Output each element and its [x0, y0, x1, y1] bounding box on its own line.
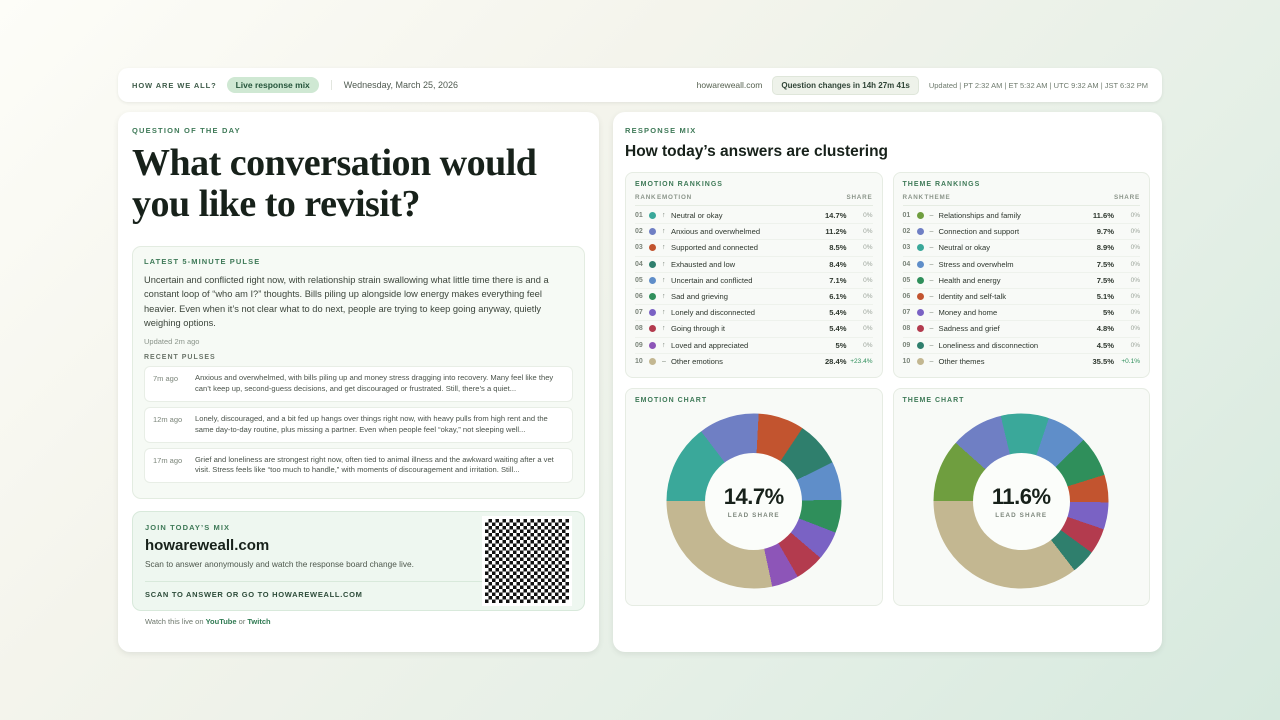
series-color-swatch: [649, 358, 656, 365]
list-item[interactable]: [144, 366, 573, 402]
trend-icon: ↑: [662, 276, 666, 284]
row-label: Exhausted and low: [671, 259, 736, 269]
join-heading: JOIN TODAY’S MIX: [145, 523, 231, 533]
series-color-swatch: [649, 228, 656, 235]
series-color-swatch: [917, 261, 924, 268]
row-delta: 0%: [1130, 325, 1140, 333]
question-countdown: Question changes in 14h 27m 41s: [772, 76, 919, 95]
series-color-swatch: [917, 212, 924, 219]
row-delta: 0%: [863, 341, 873, 349]
response-mix-title: How today’s answers are clustering: [625, 143, 889, 160]
join-card-content: [145, 523, 482, 599]
table-row[interactable]: [903, 354, 1141, 369]
rank-number: 01: [635, 212, 643, 220]
series-color-swatch: [917, 244, 924, 251]
row-label: Identity and self-talk: [938, 292, 1007, 302]
column-share: SHARE: [846, 194, 873, 201]
row-share: 9.7%: [1096, 227, 1114, 237]
table-row[interactable]: [635, 224, 873, 240]
table-row[interactable]: [635, 338, 873, 354]
watch-live-line: [145, 617, 271, 626]
emotion-rankings-list: [635, 208, 873, 369]
emotion-lead-share-value: 14.7%: [723, 483, 784, 509]
page-title: What conversation would you like to revisit?: [132, 142, 537, 226]
row-delta: 0%: [863, 228, 873, 236]
row-label: Health and energy: [938, 275, 1001, 285]
row-share: 28.4%: [824, 356, 847, 366]
row-label: Neutral or okay: [938, 243, 990, 253]
list-item[interactable]: [144, 407, 573, 443]
table-row[interactable]: [903, 257, 1141, 273]
series-color-swatch: [649, 325, 656, 332]
rank-number: 01: [902, 212, 911, 220]
question-panel: [118, 112, 599, 652]
twitch-link[interactable]: Twitch: [247, 617, 271, 627]
emotion-lead-share-caption: LEAD SHARE: [727, 511, 780, 519]
row-delta: 0%: [1130, 260, 1140, 268]
series-color-swatch: [649, 244, 656, 251]
rank-number: 05: [902, 276, 911, 284]
trend-icon: ↑: [662, 260, 666, 268]
trend-icon: ↑: [662, 244, 666, 252]
row-delta: 0%: [1130, 293, 1140, 301]
row-share: 7.5%: [1096, 259, 1114, 269]
join-domain[interactable]: howareweall.com: [145, 537, 270, 555]
join-subtitle: Scan to answer anonymously and watch the response board change live.: [145, 559, 414, 570]
rank-number: 05: [635, 276, 643, 284]
row-delta: 0%: [1130, 212, 1140, 220]
row-label: Connection and support: [938, 227, 1020, 237]
table-row[interactable]: [635, 208, 873, 224]
site-domain-label[interactable]: howareweall.com: [696, 80, 763, 90]
row-label: Relationships and family: [938, 211, 1021, 221]
emotion-donut-center: [705, 453, 802, 550]
series-color-swatch: [917, 325, 924, 332]
trend-icon: –: [929, 293, 934, 301]
row-delta: 0%: [1130, 228, 1140, 236]
row-share: 11.2%: [825, 227, 847, 237]
join-mix-card: [132, 511, 585, 627]
table-row[interactable]: [635, 240, 873, 256]
trend-icon: ↑: [662, 341, 666, 349]
trend-icon: –: [662, 357, 666, 365]
series-color-swatch: [917, 309, 924, 316]
trend-icon: –: [929, 260, 934, 268]
row-delta: 0%: [1130, 244, 1140, 252]
series-color-swatch: [917, 358, 924, 365]
pulse-excerpt: Lonely, discouraged, and a bit fed up hangs over things right now, with heavy pulls from high rent and the same day-to-day routine, plus missing a partner. Even when people feel “okay,” not sleeping well...: [195, 414, 548, 434]
series-color-swatch: [649, 342, 656, 349]
theme-rankings-columns: [903, 194, 1141, 206]
row-share: 35.5%: [1092, 356, 1114, 366]
updated-timestamps: Updated | PT 2:32 AM | ET 5:32 AM | UTC 9:32 AM | JST 6:32 PM: [928, 80, 1148, 90]
pulse-timestamp: 12m ago: [153, 415, 183, 424]
row-share: 7.1%: [829, 275, 847, 285]
live-status-badge: Live response mix: [227, 77, 319, 93]
watch-or: or: [236, 617, 248, 627]
table-row[interactable]: [903, 338, 1141, 354]
rank-number: 07: [635, 309, 643, 317]
theme-rankings-card: [893, 172, 1151, 378]
row-label: Loved and appreciated: [671, 340, 749, 350]
row-share: 5.4%: [829, 324, 847, 334]
pulse-excerpt: Anxious and overwhelmed, with bills piling up and money stress dragging into recovery. Many feel like they can’t keep up, second-guess decisions, and get discouraged or frustrated. Still, there’s a quiet...: [195, 373, 554, 394]
top-bar-right: [697, 76, 1148, 95]
response-mix-panel: [613, 112, 1162, 652]
top-bar: [118, 68, 1162, 102]
rank-number: 02: [635, 228, 643, 236]
question-eyebrow: QUESTION OF THE DAY: [132, 126, 241, 135]
row-share: 5.4%: [829, 308, 847, 318]
rank-number: 08: [902, 325, 911, 333]
rank-number: 10: [635, 357, 643, 365]
dashboard-root: [118, 68, 1162, 652]
row-delta: 0%: [863, 244, 873, 252]
pulse-summary-text: Uncertain and conflicted right now, with relationship strain swallowing what little time there is and a constant loop of “who am I?” thoughts. Bills piling up alongside low energy makes everything feel heavier. Even when it’s not clear what to do next, people are trying to keep going anyway, quietly weighing options.: [144, 274, 549, 329]
watch-prefix: Watch this live on: [145, 617, 206, 627]
trend-icon: ↑: [662, 325, 666, 333]
row-share: 4.8%: [1096, 324, 1114, 334]
join-cta-label[interactable]: SCAN TO ANSWER OR GO TO HOWAREWEALL.COM: [145, 581, 482, 599]
series-color-swatch: [649, 261, 656, 268]
column-rank: RANK: [635, 194, 657, 201]
row-label: Other themes: [938, 356, 985, 366]
rank-number: 03: [902, 244, 911, 252]
row-label: Stress and overwhelm: [938, 259, 1014, 269]
series-color-swatch: [649, 277, 656, 284]
recent-pulses-heading: RECENT PULSES: [144, 354, 216, 362]
series-color-swatch: [649, 309, 656, 316]
column-emotion: EMOTION: [657, 194, 692, 201]
table-row[interactable]: [903, 224, 1141, 240]
trend-icon: –: [929, 244, 934, 252]
series-color-swatch: [917, 342, 924, 349]
row-delta: +23.4%: [850, 357, 873, 365]
table-row[interactable]: [903, 321, 1141, 337]
theme-chart-card: [893, 388, 1151, 606]
emotion-donut-chart: [666, 414, 841, 589]
brand-mark: HOW ARE WE ALL?: [132, 80, 217, 90]
pulse-updated-label: Updated 2m ago: [144, 337, 200, 347]
rank-number: 09: [902, 341, 911, 349]
row-share: 7.5%: [1096, 275, 1114, 285]
theme-rankings-heading: THEME RANKINGS: [902, 181, 981, 188]
row-share: 6.1%: [829, 292, 847, 302]
column-rank: RANK: [902, 194, 924, 201]
row-label: Sadness and grief: [938, 324, 1000, 334]
emotion-chart-card: [625, 388, 883, 606]
emotion-rankings-heading: EMOTION RANKINGS: [635, 181, 723, 188]
trend-icon: –: [929, 276, 934, 284]
theme-chart-heading: THEME CHART: [902, 396, 965, 404]
row-label: Sad and grieving: [671, 292, 728, 302]
rank-number: 04: [902, 260, 911, 268]
table-row[interactable]: [903, 240, 1141, 256]
table-row[interactable]: [903, 305, 1141, 321]
table-row[interactable]: [635, 273, 873, 289]
table-row[interactable]: [903, 289, 1141, 305]
row-label: Anxious and overwhelmed: [671, 227, 761, 237]
table-row[interactable]: [635, 354, 873, 369]
rank-number: 10: [902, 357, 911, 365]
theme-rankings-list: [903, 208, 1141, 369]
table-row[interactable]: [903, 273, 1141, 289]
rank-number: 07: [902, 309, 911, 317]
rank-number: 06: [902, 293, 911, 301]
column-theme: THEME: [924, 194, 951, 201]
series-color-swatch: [917, 293, 924, 300]
current-date: Wednesday, March 25, 2026: [331, 80, 458, 90]
row-share: 11.6%: [1092, 211, 1114, 221]
rank-number: 09: [635, 341, 643, 349]
row-share: 8.9%: [1096, 243, 1114, 253]
pulse-heading: LATEST 5-MINUTE PULSE: [144, 256, 261, 266]
row-delta: 0%: [863, 309, 873, 317]
row-delta: 0%: [1130, 309, 1140, 317]
list-item[interactable]: [144, 448, 573, 484]
rank-number: 02: [902, 228, 911, 236]
row-delta: 0%: [863, 212, 873, 220]
row-label: Supported and connected: [671, 243, 758, 253]
row-label: Neutral or okay: [671, 211, 723, 221]
theme-donut-center: [973, 453, 1070, 550]
row-share: 14.7%: [824, 211, 847, 221]
row-delta: 0%: [863, 325, 873, 333]
column-share: SHARE: [1113, 194, 1140, 201]
rank-number: 03: [635, 244, 643, 252]
trend-icon: –: [929, 341, 934, 349]
response-mix-eyebrow: RESPONSE MIX: [625, 126, 697, 135]
row-delta: 0%: [863, 293, 873, 301]
rankings-row: [625, 172, 1150, 378]
emotion-rankings-card: [625, 172, 883, 378]
row-label: Uncertain and conflicted: [671, 275, 753, 285]
series-color-swatch: [649, 293, 656, 300]
table-row[interactable]: [635, 321, 873, 337]
table-row[interactable]: [635, 257, 873, 273]
rank-number: 04: [635, 260, 643, 268]
row-delta: 0%: [1130, 341, 1140, 349]
pulse-excerpt: Grief and loneliness are strongest right now, often tied to animal illness and the awkward waiting after a vet visit. Stress feels like “too much to handle,” with moments of discouragement and irritation. Still...: [195, 454, 554, 475]
pulse-timestamp: 17m ago: [153, 455, 183, 465]
row-label: Lonely and disconnected: [671, 308, 756, 318]
row-share: 5.1%: [1096, 292, 1114, 302]
trend-icon: ↑: [662, 212, 666, 220]
trend-icon: ↑: [662, 293, 666, 301]
trend-icon: ↑: [662, 228, 666, 236]
latest-pulse-card: [132, 246, 585, 499]
row-delta: 0%: [863, 260, 873, 268]
theme-donut-chart: [934, 414, 1109, 589]
row-label: Other emotions: [671, 356, 723, 366]
row-share: 4.5%: [1096, 340, 1114, 350]
theme-lead-share-value: 11.6%: [991, 483, 1051, 509]
pulse-timestamp: 7m ago: [153, 374, 179, 384]
youtube-link[interactable]: YouTube: [205, 617, 237, 627]
trend-icon: –: [929, 309, 934, 317]
table-row[interactable]: [903, 208, 1141, 224]
row-share: 5%: [835, 340, 847, 350]
series-color-swatch: [649, 212, 656, 219]
trend-icon: –: [929, 357, 934, 365]
row-delta: +0.1%: [1121, 357, 1140, 365]
trend-icon: –: [929, 228, 934, 236]
row-label: Going through it: [671, 324, 726, 334]
table-row[interactable]: [635, 289, 873, 305]
row-delta: 0%: [863, 276, 873, 284]
trend-icon: ↑: [662, 309, 666, 317]
series-color-swatch: [917, 228, 924, 235]
row-label: Loneliness and disconnection: [938, 340, 1039, 350]
row-share: 8.5%: [829, 243, 847, 253]
row-delta: 0%: [1130, 276, 1140, 284]
emotion-chart-heading: EMOTION CHART: [635, 396, 708, 404]
row-share: 5%: [1103, 308, 1114, 318]
row-share: 8.4%: [829, 259, 847, 269]
trend-icon: –: [929, 212, 934, 220]
emotion-rankings-columns: [635, 194, 873, 206]
trend-icon: –: [929, 325, 934, 333]
charts-row: [625, 388, 1150, 606]
theme-lead-share-caption: LEAD SHARE: [995, 511, 1048, 519]
rank-number: 06: [635, 293, 643, 301]
series-color-swatch: [917, 277, 924, 284]
rank-number: 08: [635, 325, 643, 333]
table-row[interactable]: [635, 305, 873, 321]
qr-code-icon[interactable]: [482, 516, 572, 606]
row-label: Money and home: [938, 308, 998, 318]
